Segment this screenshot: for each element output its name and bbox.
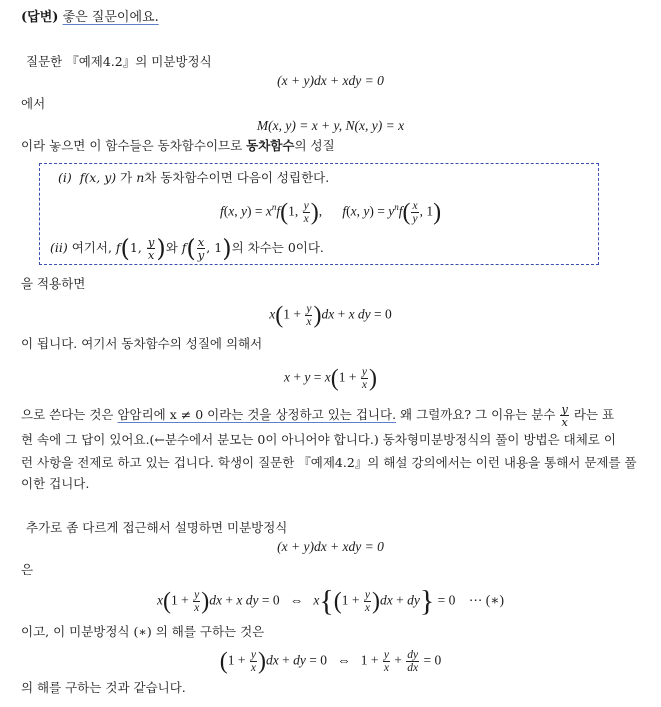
equation-de-2: (x + y)dx + xdy = 0	[277, 539, 384, 554]
para-homogeneous: 이라 놓으면 이 함수들은 동차함수이므로 동차함수의 성질	[21, 138, 335, 153]
para-solution: 이고, 이 미분방정식 (∗) 의 해를 구하는 것은	[21, 624, 265, 639]
equation-homogeneous-form: f(x, $y) = x^nf(1$, $\frac{y}{x}$ ), f(x, $y) = y^nf$( $\frac{x}{y}$ , 1)	[219, 199, 442, 226]
word-eseo: 에서	[21, 96, 46, 111]
para-property: 이 됩니다. 여기서 동차함수의 성질에 의해서	[21, 336, 263, 351]
para-conclusion: 의 해를 구하는 것과 같습니다.	[21, 680, 186, 695]
word-eun: 은	[21, 562, 34, 577]
answer-label: (답변)	[21, 10, 59, 25]
answer-heading	[21, 10, 159, 26]
answer-title: 좋은 질문이에요.	[62, 10, 159, 25]
para-line-4: 이한 겁니다.	[21, 476, 90, 491]
property-i: (i) f(x, y) 가 n차 동차함수이면 다음이 성립한다.	[58, 170, 330, 185]
para-alternative: 추가로 좀 다르게 접근해서 설명하면 미분방정식	[26, 520, 288, 535]
equation-reduced: (1 + $\frac{y}{x}$ )dx + dy = 0 ⇔ 1 + $\frac{y}{x}$ + $\frac{dy}{dx}$ = 0	[219, 648, 442, 675]
equation-factored: x + y = x(1 + $\frac{y}{x}$ )	[284, 365, 377, 392]
para-line-3: 런 사항을 전제로 하고 있는 겁니다. 학생이 질문한 『예제4.2』의 해설 강의에서는 이런 내용을 통해서 문제를 풀	[21, 455, 637, 470]
equation-substituted: x(1 + $\frac{y}{x}$ )dx + x dy = 0	[269, 302, 392, 329]
para-line-2: 현 속에 그 답이 있어요.(←분수에서 분모는 0이 아니어야 합니다.) 동차형미분방정식의 풀이 방법은 대체로 이	[21, 432, 616, 447]
equation-de-1: (x + y)dx + xdy = 0	[277, 73, 384, 88]
equation-mn: M(x, y) = x + y, N(x, y) = x	[256, 118, 405, 133]
para-implicit: 으로 쓴다는 것은 암암리에 x ≠ 0 이라는 것을 상정하고 있는 겁니다. 왜 그럴까요? 그 이유는 분수 $\frac{y}{x}$ 라는 표	[21, 402, 615, 429]
para-apply: 을 적용하면	[21, 276, 86, 291]
equation-star: x(1 + $\frac{y}{x}$ )dx + x dy = 0 ⇔ x{(1 + $\frac{y}{x}$ )dx + dy} = 0 ⋯ (∗)	[157, 584, 504, 618]
property-ii: (ii) 여기서, f(1, $\frac{y}{x}$ )와 f( $\frac{x}{y}$ , 1)의 차수는 0이다.	[50, 234, 324, 263]
para-question: 질문한 『예제4.2』의 미분방정식	[26, 54, 212, 69]
